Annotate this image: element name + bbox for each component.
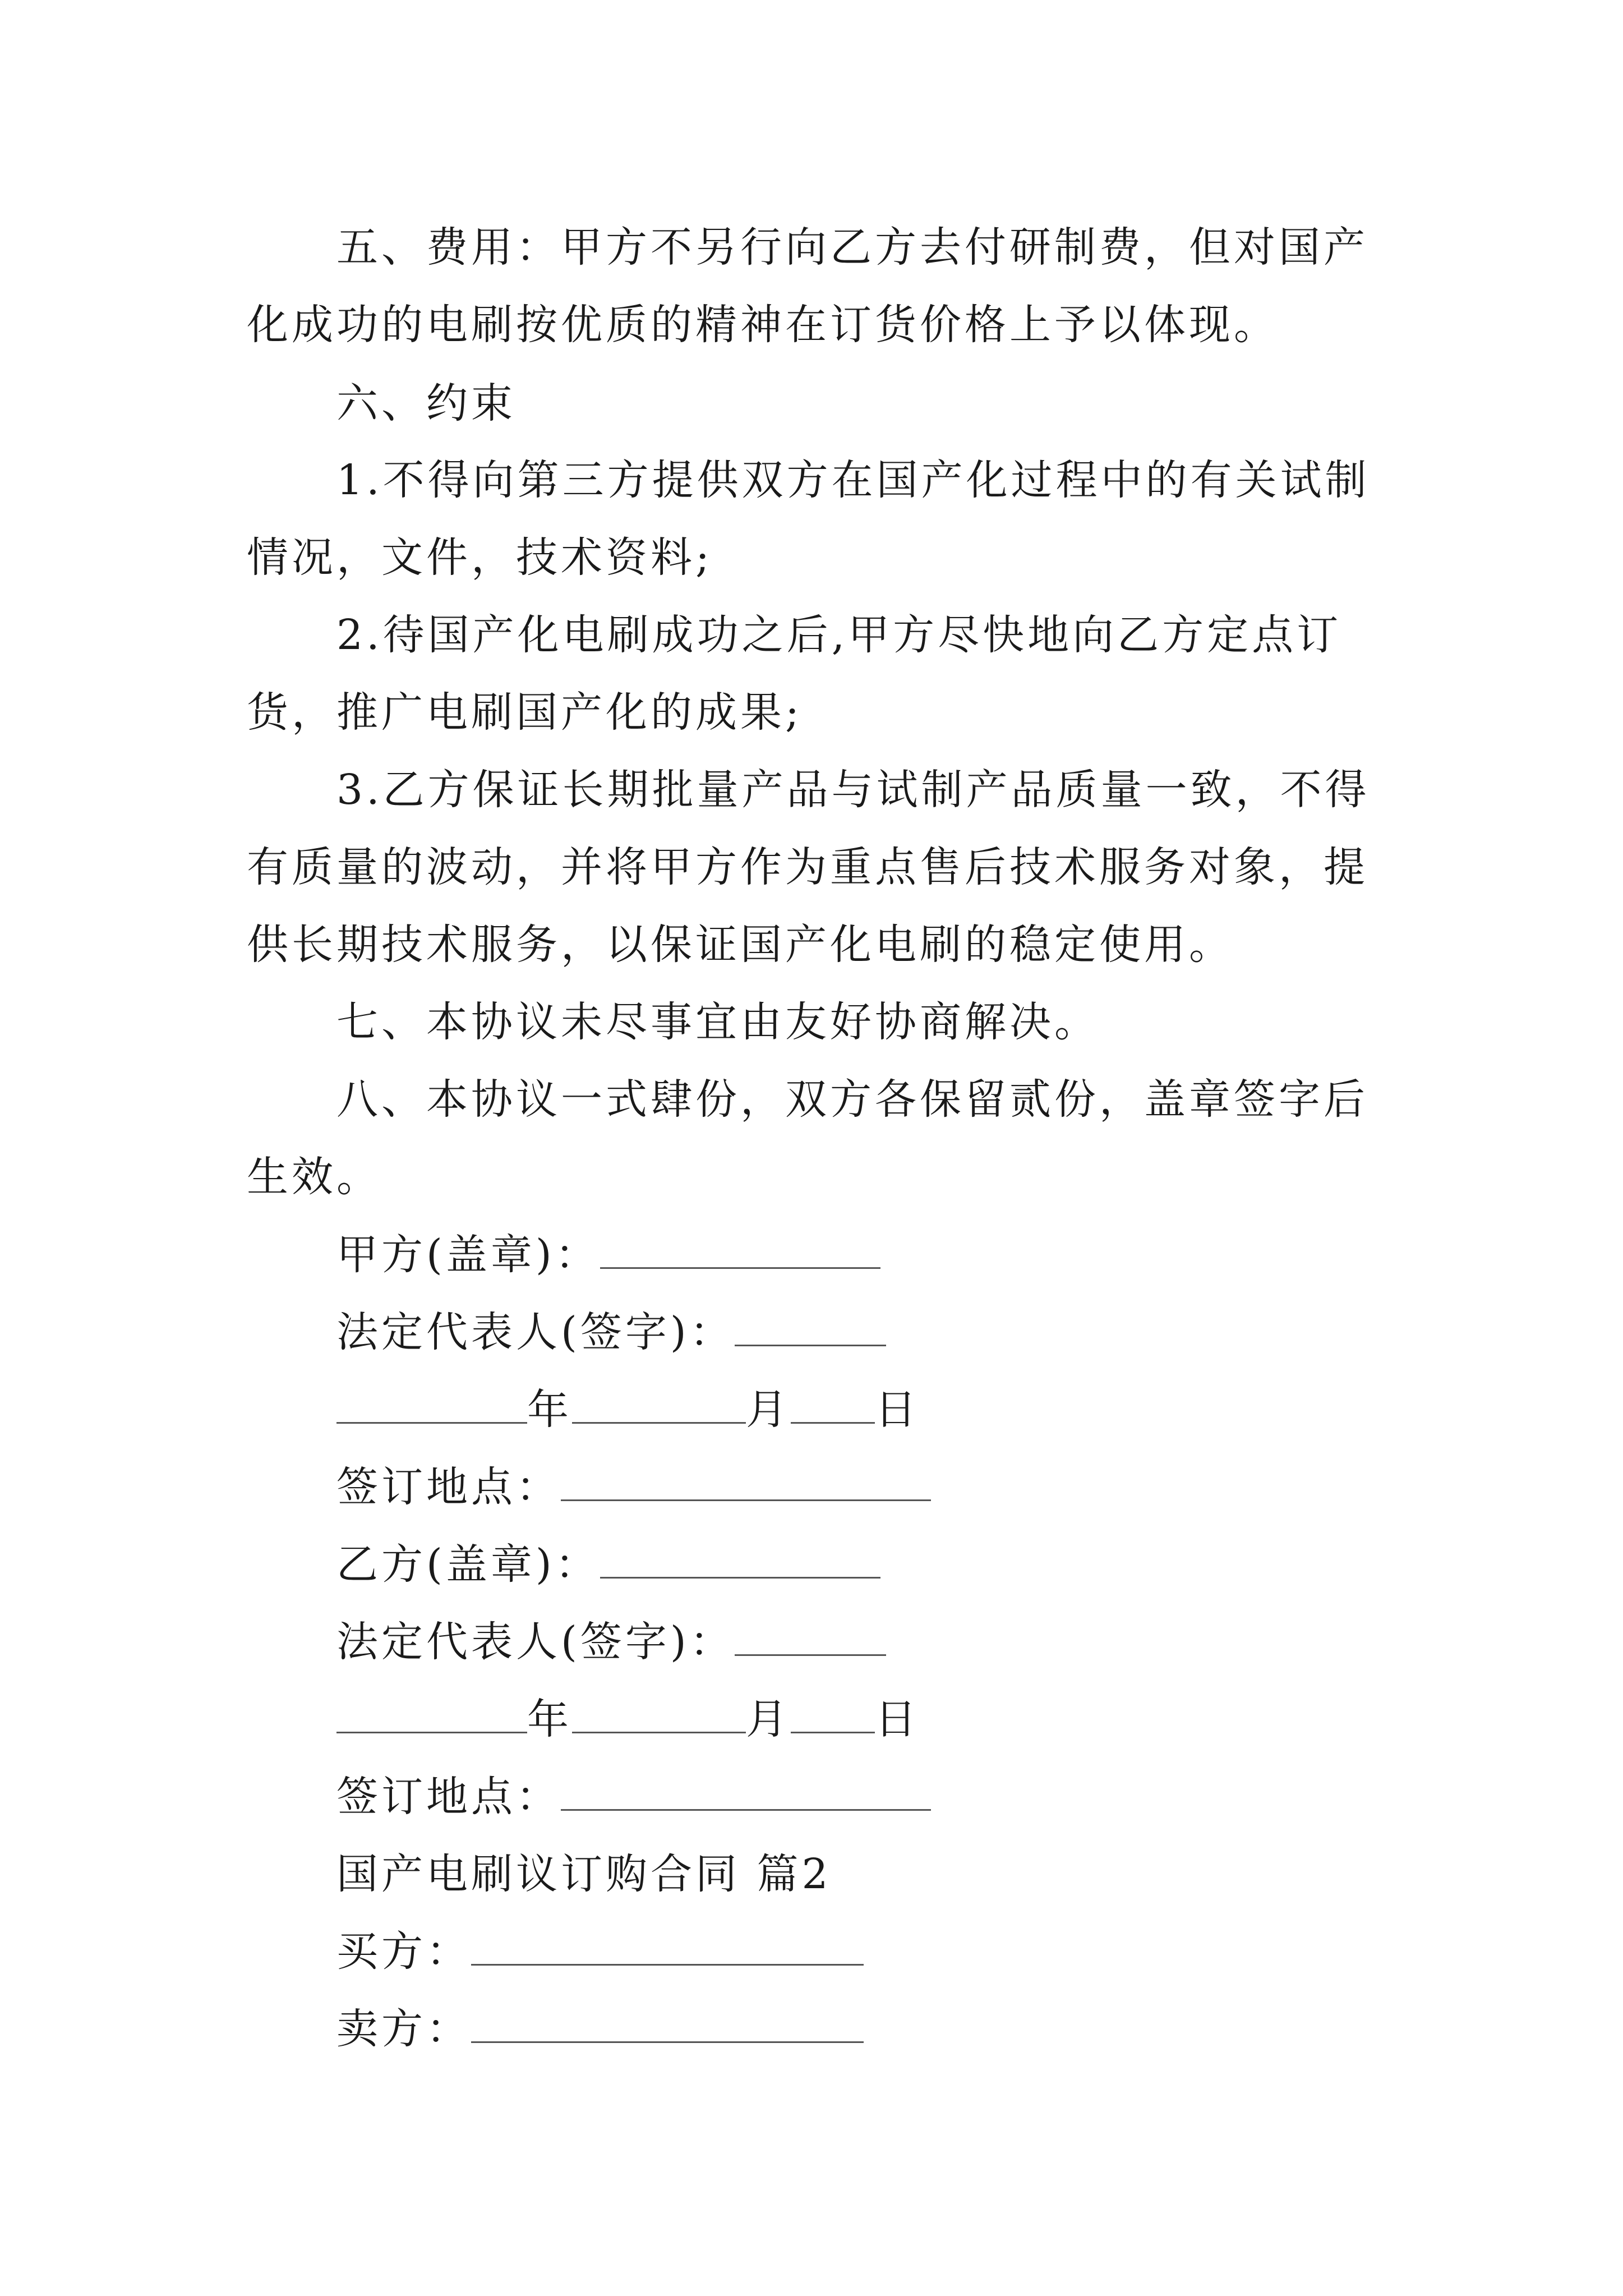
day-b-label: 日	[875, 1695, 920, 1743]
paragraph-fees: 五、费用：甲方不另行向乙方去付研制费，但对国产化成功的电刷按优质的精神在订货价格上予以体现。	[247, 223, 1368, 349]
seller-label: 卖方：	[336, 2005, 471, 2053]
constraint-item-3: 3.乙方保证长期批量产品与试制产品质量一致，不得有质量的波动，并将甲方作为重点售后技术服务对象，提供长期技术服务，以保证国产化电刷的稳定使用。	[247, 766, 1370, 969]
legal-rep-b-blank[interactable]	[735, 1609, 886, 1656]
buyer-blank[interactable]	[471, 1919, 864, 1966]
sign-place-b-row	[336, 1758, 931, 1835]
seller-row	[336, 1990, 864, 2068]
party-a-seal-blank[interactable]	[600, 1222, 880, 1269]
party-b-seal-label: 乙方(盖章)：	[336, 1540, 600, 1589]
year-a-blank[interactable]	[336, 1377, 527, 1424]
legal-rep-a-label: 法定代表人(签字)：	[336, 1308, 735, 1356]
paragraph-negotiation: 七、本协议未尽事宜由友好协商解决。	[336, 998, 1099, 1046]
date-b-row	[336, 1681, 920, 1758]
buyer-row	[336, 1913, 864, 1990]
day-b-blank[interactable]	[791, 1687, 875, 1733]
seller-blank[interactable]	[471, 1996, 864, 2043]
party-a-seal-label: 甲方(盖章)：	[336, 1231, 600, 1279]
year-a-label: 年	[527, 1386, 572, 1434]
year-b-blank[interactable]	[336, 1687, 527, 1733]
party-b-seal-row	[336, 1526, 880, 1603]
month-b-blank[interactable]	[572, 1687, 746, 1733]
year-b-label: 年	[527, 1695, 572, 1743]
contract-title-2: 国产电刷议订购合同 篇2	[336, 1850, 832, 1898]
date-a-row	[336, 1371, 920, 1448]
buyer-label: 买方：	[336, 1927, 471, 1976]
legal-rep-a-blank[interactable]	[735, 1300, 886, 1346]
heading-constraints: 六、约束	[336, 379, 516, 427]
legal-rep-a-row	[336, 1294, 886, 1371]
sign-place-b-blank[interactable]	[561, 1764, 931, 1811]
day-a-label: 日	[875, 1386, 920, 1434]
paragraph-copies: 八、本协议一式肆份，双方各保留贰份，盖章签字后生效。	[247, 1075, 1368, 1201]
legal-rep-b-label: 法定代表人(签字)：	[336, 1618, 735, 1666]
sign-place-a-label: 签订地点：	[336, 1463, 561, 1511]
month-a-blank[interactable]	[572, 1377, 746, 1424]
constraint-item-1: 1.不得向第三方提供双方在国产化过程中的有关试制情况，文件，技术资料;	[247, 456, 1370, 582]
month-a-label: 月	[746, 1386, 791, 1434]
party-b-seal-blank[interactable]	[600, 1532, 880, 1579]
day-a-blank[interactable]	[791, 1377, 875, 1424]
sign-place-b-label: 签订地点：	[336, 1773, 561, 1821]
sign-place-a-row	[336, 1448, 931, 1526]
month-b-label: 月	[746, 1695, 791, 1743]
legal-rep-b-row	[336, 1603, 886, 1681]
party-a-seal-row	[336, 1216, 880, 1294]
constraint-item-2: 2.待国产化电刷成功之后,甲方尽快地向乙方定点订货，推广电刷国产化的成果;	[247, 611, 1342, 737]
sign-place-a-blank[interactable]	[561, 1455, 931, 1501]
